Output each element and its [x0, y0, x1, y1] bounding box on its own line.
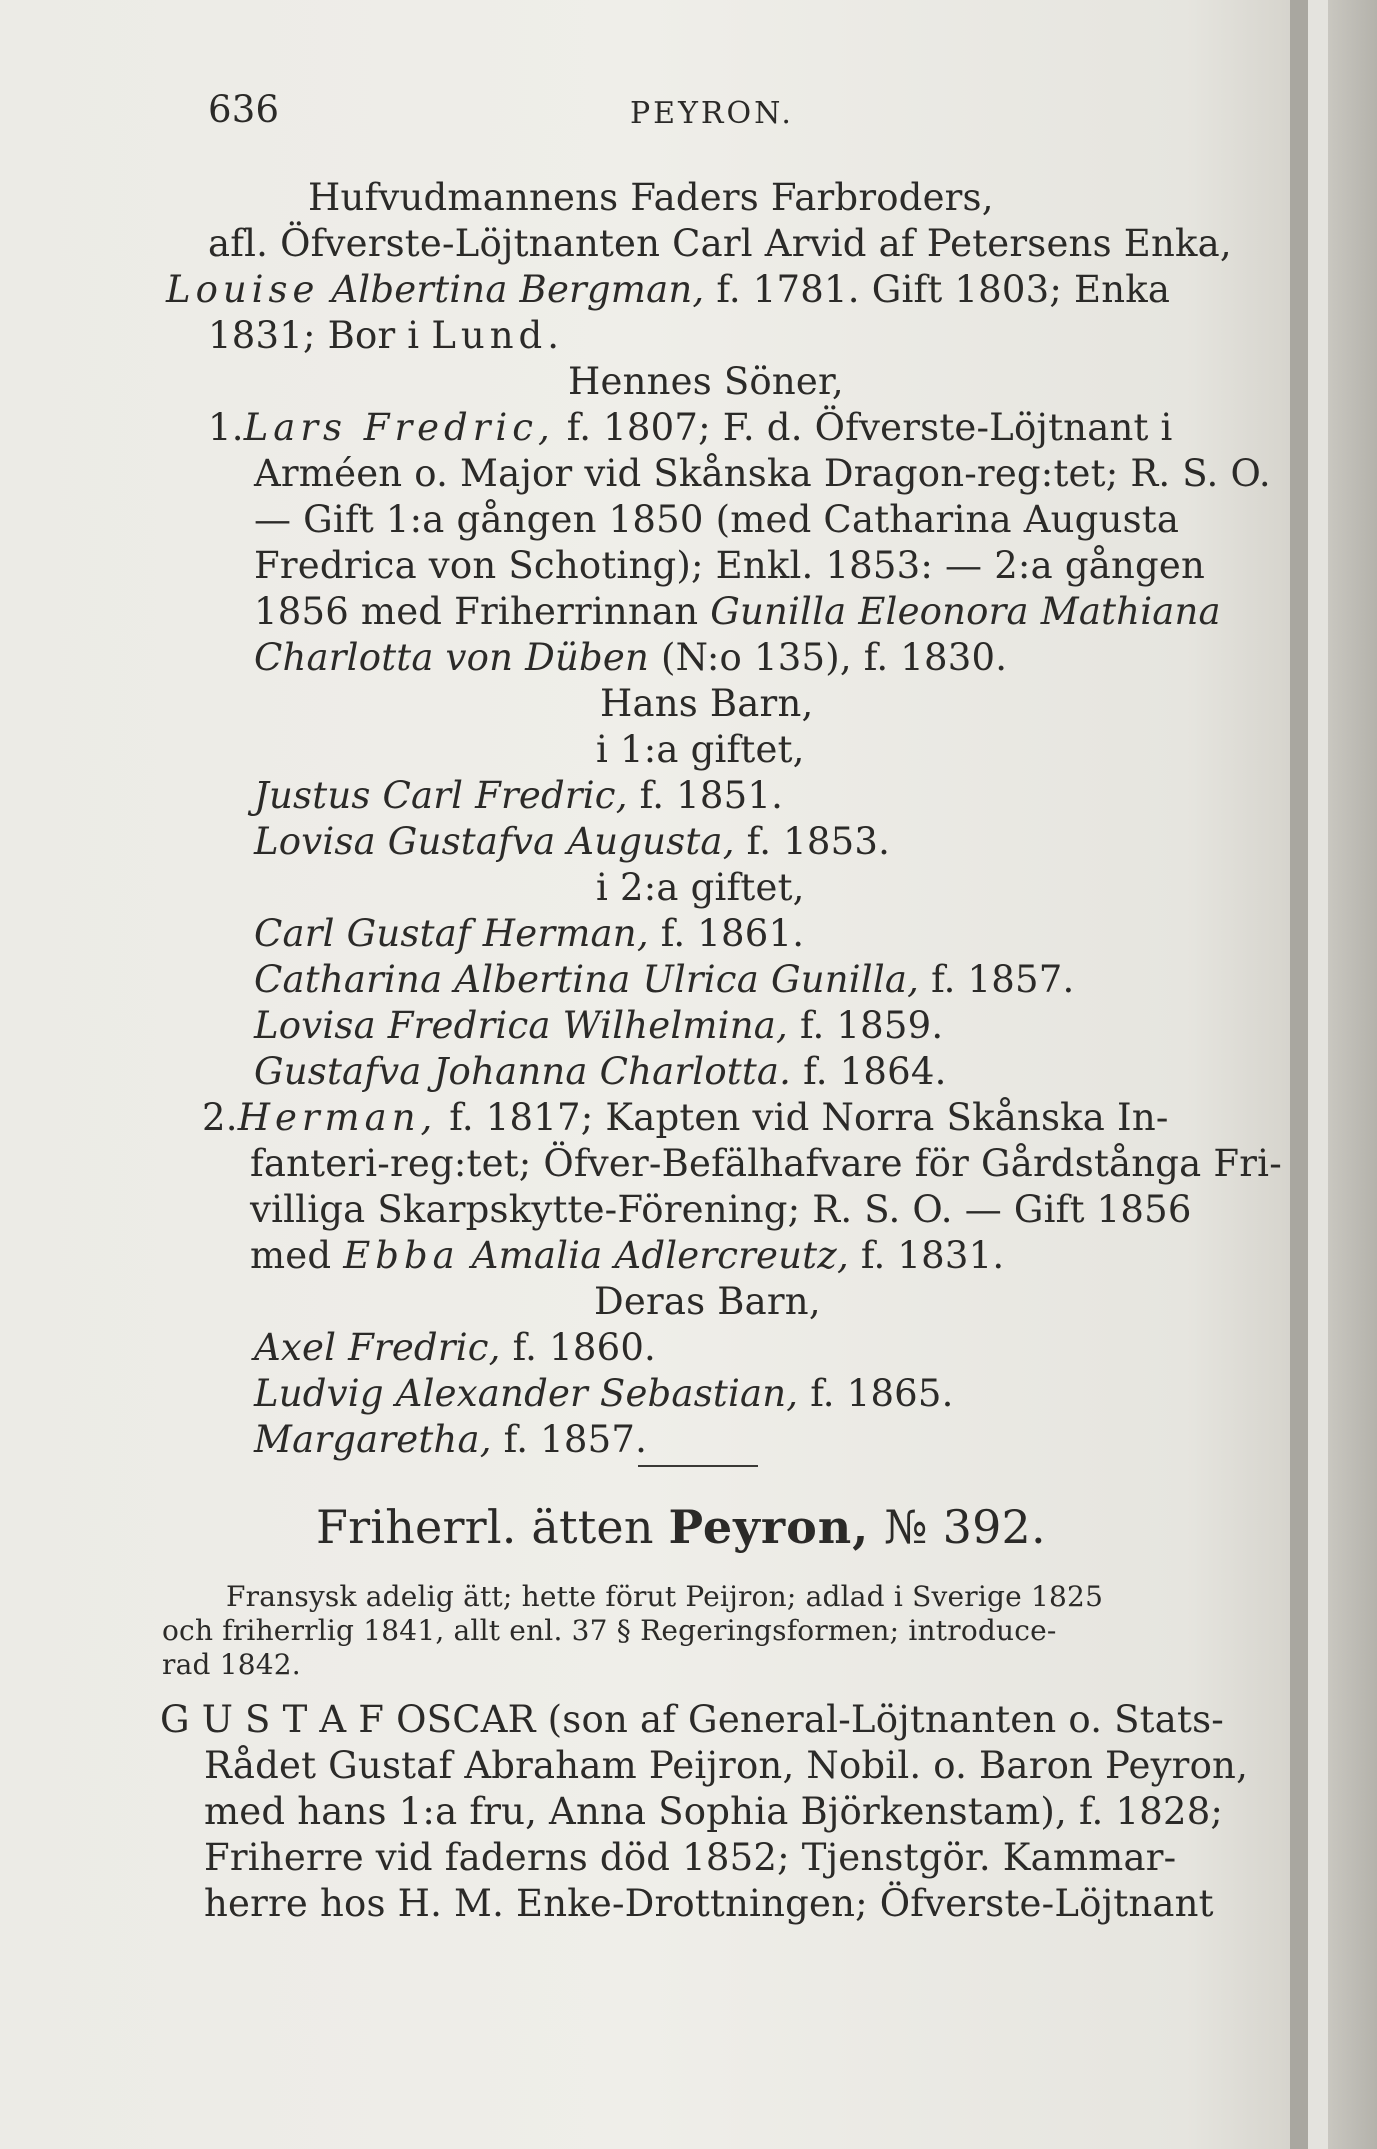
- running-title: PEYRON.: [630, 96, 794, 131]
- text-line: Rådet Gustaf Abraham Peijron, Nobil. o. Baron Peyron,: [204, 1744, 1249, 1787]
- text-line: i 2:a giftet,: [596, 866, 805, 909]
- page-edge: [1308, 0, 1328, 2149]
- text-line: fanteri-reg:tet; Öfver-Befälhafvare för Gårdstånga Fri-: [250, 1142, 1282, 1185]
- text-line: i 1:a giftet,: [596, 728, 805, 771]
- text-line: afl. Öfverste-Löjtnanten Carl Arvid af Petersens Enka,: [208, 222, 1232, 265]
- text-line: Gustafva Johanna Charlotta. f. 1864.: [254, 1050, 947, 1093]
- text-line: Charlotta von Düben (N:o 135), f. 1830.: [254, 636, 1008, 679]
- book-spine: [1328, 0, 1377, 2149]
- text-line: Hufvudmannens Faders Farbroders,: [308, 176, 994, 219]
- text-line: med Ebba Amalia Adlercreutz, f. 1831.: [250, 1234, 1005, 1277]
- page-edge-shadow: [1290, 0, 1308, 2149]
- text-line: Deras Barn,: [594, 1280, 821, 1323]
- text-line: Justus Carl Fredric, f. 1851.: [254, 774, 784, 817]
- text-line: Arméen o. Major vid Skånska Dragon-reg:tet; R. S. O.: [254, 452, 1271, 495]
- text-line: 1.Lars Fredric, f. 1807; F. d. Öfverste-Löjtnant i: [208, 406, 1173, 449]
- note-line: Fransysk adelig ätt; hette förut Peijron; adlad i Sverige 1825: [226, 1580, 1104, 1613]
- text-line: 2.Herman, f. 1817; Kapten vid Norra Skånska In-: [202, 1096, 1169, 1139]
- text-line: G U S T A F OSCAR (son af General-Löjtnanten o. Stats-: [160, 1698, 1224, 1741]
- text-line: 1856 med Friherrinnan Gunilla Eleonora Mathiana: [254, 590, 1221, 633]
- note-line: rad 1842.: [162, 1648, 301, 1681]
- text-line: Catharina Albertina Ulrica Gunilla, f. 1857.: [254, 958, 1075, 1001]
- page-number: 636: [208, 88, 280, 131]
- text-line: Carl Gustaf Herman, f. 1861.: [254, 912, 805, 955]
- text-line: 1831; Bor i Lund.: [208, 314, 564, 357]
- text-line: Lovisa Fredrica Wilhelmina, f. 1859.: [254, 1004, 944, 1047]
- text-line: med hans 1:a fru, Anna Sophia Björkenstam), f. 1828;: [204, 1790, 1224, 1833]
- text-line: — Gift 1:a gången 1850 (med Catharina Augusta: [254, 498, 1180, 541]
- text-line: Hans Barn,: [600, 682, 814, 725]
- text-line: Louise Albertina Bergman, f. 1781. Gift 1803; Enka: [166, 268, 1171, 311]
- text-line: herre hos H. M. Enke-Drottningen; Öfverste-Löjtnant: [204, 1882, 1214, 1925]
- text-line: villiga Skarpskytte-Förening; R. S. O. — Gift 1856: [250, 1188, 1192, 1231]
- note-line: och friherrlig 1841, allt enl. 37 § Regeringsformen; introduce-: [162, 1614, 1057, 1647]
- text-line: Lovisa Gustafva Augusta, f. 1853.: [254, 820, 891, 863]
- section-divider: [638, 1465, 758, 1467]
- text-line: Friherre vid faderns död 1852; Tjenstgör. Kammar-: [204, 1836, 1177, 1879]
- text-line: Hennes Söner,: [568, 360, 844, 403]
- section-title: Friherrl. ätten Peyron, № 392.: [316, 1500, 1046, 1554]
- text-line: Ludvig Alexander Sebastian, f. 1865.: [254, 1372, 954, 1415]
- text-line: Axel Fredric, f. 1860.: [254, 1326, 657, 1369]
- text-line: Fredrica von Schoting); Enkl. 1853: — 2:a gången: [254, 544, 1206, 587]
- text-line: Margaretha, f. 1857.: [254, 1418, 648, 1461]
